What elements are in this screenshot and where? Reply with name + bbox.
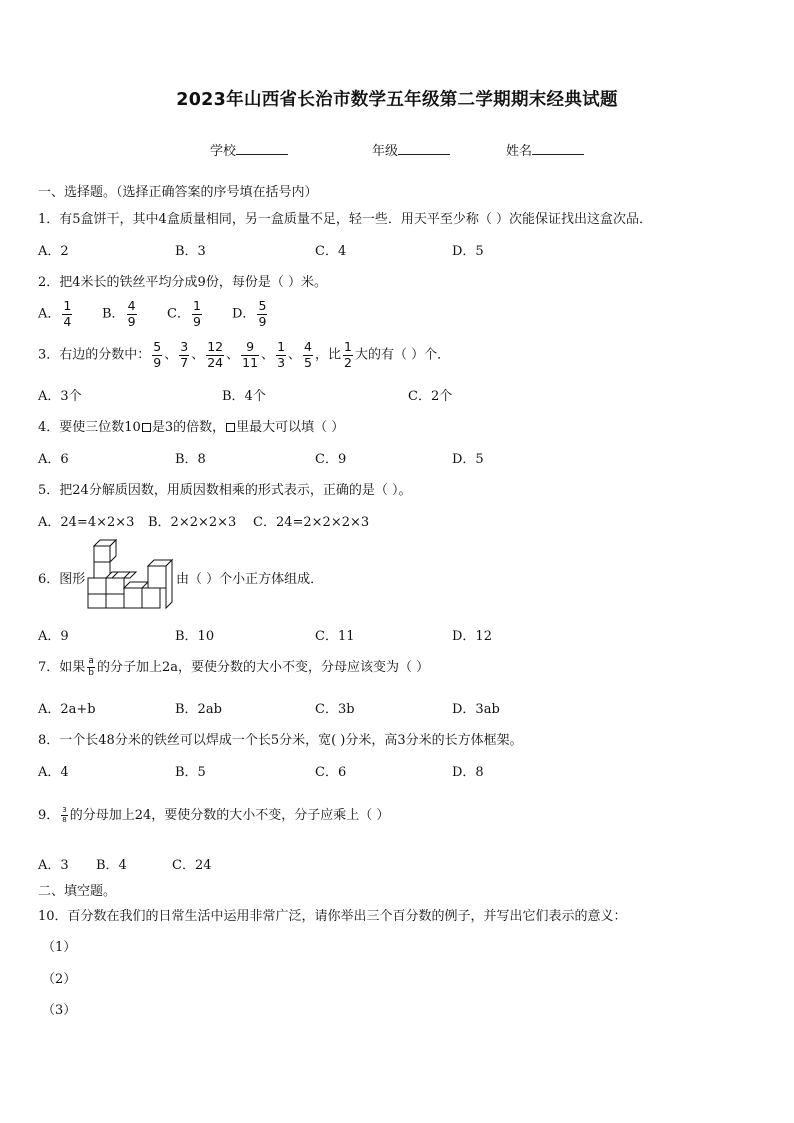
- q3-suffix: 大的有（ ）个．: [354, 347, 451, 363]
- q4-text-b: 是3的倍数，: [151, 420, 226, 435]
- q3-compare-fraction: $\frac{1}{2}$: [344, 339, 352, 370]
- q4-text-c: 里最大可以填（ ）: [236, 420, 345, 435]
- school-field: [210, 140, 288, 159]
- grade-label: 年级: [372, 144, 399, 159]
- box-placeholder-icon: [142, 423, 151, 432]
- q3-prefix: 3．右边的分数中：: [38, 347, 151, 363]
- grade-blank[interactable]: [398, 142, 450, 155]
- name-field: [506, 140, 584, 159]
- q2-option-b-fraction: $\frac{4}{9}$: [127, 298, 136, 329]
- q3-fraction-5: $\frac{1}{3}$: [277, 339, 286, 370]
- q6-option-d[interactable]: D．12: [452, 629, 492, 644]
- q2-option-a-label: A．: [38, 306, 61, 322]
- q5-text: 5．把24分解质因数，用质因数相乘的形式表示，正确的是（ ）。: [38, 483, 412, 498]
- q7-option-a[interactable]: A．2a+b: [38, 702, 96, 717]
- q7-text: [38, 656, 429, 678]
- q3-fraction-6: $\frac{4}{5}$: [304, 339, 312, 370]
- q8-option-d[interactable]: D．8: [452, 765, 484, 780]
- q9-option-b[interactable]: B．4: [96, 858, 127, 873]
- q9-text-a: 9．: [38, 808, 60, 823]
- q1-option-c[interactable]: C．4: [315, 244, 347, 259]
- q2-option-a[interactable]: [38, 300, 74, 328]
- q7-text-b: 的分子加上2a，要使分数的大小不变，分母应该变为（ ）: [97, 660, 430, 675]
- school-label: 学校: [210, 144, 237, 159]
- q9-fraction: $\frac{3}{8}$: [62, 806, 67, 824]
- q9-text: [38, 804, 389, 824]
- page-title: 2023年山西省长治市数学五年级第二学期期末经典试题: [176, 90, 618, 110]
- q4-option-d[interactable]: D．5: [452, 452, 484, 467]
- q1-option-a[interactable]: A．2: [38, 244, 69, 259]
- q2-option-c-label: C．: [167, 306, 190, 322]
- q4-option-a[interactable]: A．6: [38, 452, 69, 467]
- q7-fraction: $\frac{a}{b}$: [88, 656, 94, 678]
- q2-option-c[interactable]: [167, 300, 204, 328]
- q3-text: 3．右边的分数中： $\frac{5}{9}$ 、 $\frac{3}{7}$ 、 $\frac{12}{24}$ 、 $\frac{9}{11}$ 、 $\frac{1}{3}$ 、 $\frac{4}{5}$ ，比 $\frac{1}{2}$ 大的有（ ）个．: [38, 339, 451, 370]
- q7-option-b[interactable]: B．2ab: [175, 702, 222, 717]
- cube-figure: [84, 538, 176, 610]
- q1-option-d[interactable]: D．5: [452, 244, 484, 259]
- box-placeholder-icon: [226, 423, 235, 432]
- q4-option-c[interactable]: C．9: [315, 452, 347, 467]
- q5-option-b[interactable]: B．2×2×2×3: [148, 515, 237, 530]
- q9-text-b: 的分母加上24，要使分数的大小不变，分子应乘上（ ）: [69, 808, 390, 823]
- q8-option-b[interactable]: B．5: [175, 765, 206, 780]
- q6-option-c[interactable]: C．11: [315, 629, 355, 644]
- q8-option-c[interactable]: C．6: [315, 765, 347, 780]
- q2-option-c-fraction: $\frac{1}{9}$: [192, 298, 201, 329]
- q7-option-d[interactable]: D．3ab: [452, 702, 500, 717]
- q10-item-3[interactable]: （3）: [42, 1003, 77, 1018]
- q5-option-a[interactable]: A．24=4×2×3: [38, 515, 135, 530]
- q6-text-b: 由（ ）个小正方体组成．: [176, 572, 324, 587]
- q6-text-a: 6．图形: [38, 572, 86, 587]
- q2-option-a-fraction: $\frac{1}{4}$: [63, 298, 72, 329]
- q5-option-c[interactable]: C．24=2×2×2×3: [253, 515, 370, 530]
- q8-option-a[interactable]: A．4: [38, 765, 69, 780]
- q3-option-b[interactable]: B．4个: [222, 389, 266, 404]
- q8-text: 8．一个长48分米的铁丝可以焊成一个长5分米，宽( )分米，高3分米的长方体框架。: [38, 733, 523, 748]
- q3-compare-pre: ，比: [314, 347, 341, 363]
- q3-option-a[interactable]: A．3个: [38, 389, 82, 404]
- q9-option-c[interactable]: C．24: [172, 858, 212, 873]
- q7-option-c[interactable]: C．3b: [315, 702, 355, 717]
- q10-text: 10．百分数在我们的日常生活中运用非常广泛，请你举出三个百分数的例子，并写出它们表示的意义：: [38, 909, 627, 924]
- q6-option-a[interactable]: A．9: [38, 629, 69, 644]
- q2-option-d-label: D．: [232, 306, 256, 322]
- q3-fraction-2: $\frac{3}{7}$: [180, 339, 189, 370]
- q3-fraction-4: $\frac{9}{11}$: [242, 339, 259, 370]
- q2-option-b-label: B．: [102, 306, 125, 322]
- q1-option-b[interactable]: B．3: [175, 244, 206, 259]
- q4-option-b[interactable]: B．8: [175, 452, 206, 467]
- grade-field: [372, 140, 450, 159]
- q2-option-b[interactable]: [102, 300, 139, 328]
- q2-option-d-fraction: $\frac{5}{9}$: [258, 298, 267, 329]
- q9-option-a[interactable]: A．3: [38, 858, 69, 873]
- section2-heading: 二、填空题。: [38, 884, 117, 899]
- name-label: 姓名: [506, 144, 533, 159]
- q10-item-2[interactable]: （2）: [42, 972, 77, 987]
- q7-text-a: 7．如果: [38, 660, 86, 675]
- q2-text: 2．把4米长的铁丝平均分成9份，每份是（ ）米。: [38, 275, 327, 290]
- name-blank[interactable]: [532, 142, 584, 155]
- school-blank[interactable]: [236, 142, 288, 155]
- q4-text-a: 4．要使三位数10: [38, 420, 141, 435]
- section1-heading: 一、选择题。（选择正确答案的序号填在括号内）: [38, 185, 318, 200]
- q10-item-1[interactable]: （1）: [42, 940, 77, 955]
- q2-option-d[interactable]: [232, 300, 269, 328]
- q6-option-b[interactable]: B．10: [175, 629, 215, 644]
- q4-text: [38, 416, 344, 435]
- q3-option-c[interactable]: C．2个: [408, 389, 453, 404]
- q3-fraction-1: $\frac{5}{9}$: [153, 339, 162, 370]
- q1-text: 1．有5盒饼干，其中4盒质量相同，另一盒质量不足，轻一些．用天平至少称（ ）次能保证找出这盒次品．: [38, 212, 652, 227]
- q3-fraction-3: $\frac{12}{24}$: [207, 339, 224, 370]
